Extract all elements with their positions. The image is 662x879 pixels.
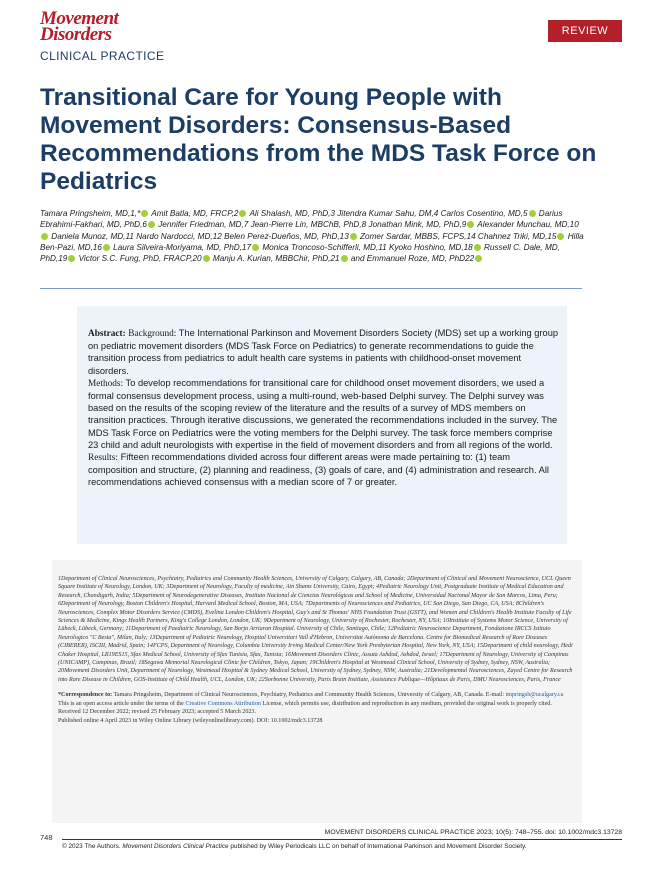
author[interactable]: Laura Silveira-Moriyama, MD, PhD,17 bbox=[113, 242, 252, 252]
orcid-icon[interactable] bbox=[203, 255, 210, 262]
author[interactable]: Belen Perez-Dueños, MD, PhD,13 bbox=[224, 231, 349, 241]
orcid-icon[interactable] bbox=[529, 210, 536, 217]
author-list bbox=[40, 208, 585, 264]
author[interactable]: Hilla Ben-Pazi, MD,16 bbox=[40, 231, 584, 252]
footer-citation: MOVEMENT DISORDERS CLINICAL PRACTICE 2023; 10(5): 748–755. doi: 10.1002/mdc3.13728 bbox=[324, 829, 622, 836]
results-text: Fifteen recommendations divided across four different areas were made pertaining to: (1) team composition and structure, (2) planning and readiness, (3) goals of care, and (4) administration and research. All recommendations achieved consensus with a median score of 7 or greater. bbox=[88, 452, 549, 488]
author[interactable]: Jitendra Kumar Sahu, DM,4 bbox=[337, 209, 439, 218]
author-conjunction: and bbox=[350, 254, 365, 264]
license-link[interactable]: Creative Commons Attribution bbox=[185, 700, 261, 707]
received-dates: Received 12 December 2022; revised 25 February 2023; accepted 5 March 2023. bbox=[58, 709, 256, 716]
correspondence-label: *Correspondence to: bbox=[58, 692, 113, 699]
results-label: Results: bbox=[88, 453, 118, 464]
author[interactable]: Alexander Munchau, MD,10 bbox=[477, 220, 579, 230]
author[interactable]: Nardo Nardocci, MD,12 bbox=[136, 231, 222, 241]
orcid-icon[interactable] bbox=[350, 233, 357, 240]
background-text: The International Parkinson and Movement Disorders Society (MDS) set up a working group on pediatric movement disorders (MDS Task Force on Pediatrics) to generate recommendations to guide the transition process from pediatrics to adult health care systems in patients with childhood-onset movement disorders. bbox=[88, 328, 559, 376]
logo-line-1: Movement bbox=[40, 8, 119, 29]
published-info: Published online 4 April 2023 in Wiley Online Library (wileyonlinelibrary.com). DOI: 10.1002/mdc3.13728 bbox=[58, 717, 323, 724]
journal-section: CLINICAL PRACTICE bbox=[40, 49, 165, 63]
author[interactable]: Ali Shalash, MD, PhD,3 bbox=[249, 209, 335, 218]
email-link[interactable]: tmpringsh@ucalgary.ca bbox=[505, 692, 564, 699]
abstract-label: Abstract: bbox=[88, 329, 126, 339]
abstract-methods bbox=[88, 377, 559, 451]
article-type-badge: REVIEW bbox=[548, 20, 622, 42]
author[interactable]: Victor S.C. Fung, PhD, FRACP,20 bbox=[78, 254, 202, 264]
author[interactable]: Emmanuel Roze, MD, PhD22 bbox=[366, 254, 475, 264]
author[interactable]: Russell C. Dale, MD, PhD,19 bbox=[40, 242, 560, 264]
orcid-icon[interactable] bbox=[103, 244, 110, 251]
page-number: 748 bbox=[40, 833, 53, 842]
copyright-line bbox=[62, 843, 527, 850]
copyright-pre: © 2023 The Authors. bbox=[62, 843, 121, 850]
journal-logo bbox=[40, 8, 119, 45]
orcid-icon[interactable] bbox=[252, 244, 259, 251]
affiliations-text: 1Department of Clinical Neurosciences, Psychiatry, Pediatrics and Community Health Sciences, University of Calgary, Calgary, AB, Canada; 2Department of Clinical and Movement Neuroscience, UCL Queen Square Institute of Neurology, London, UK; 3Department of Neurology, Faculty of medicine, Ain Shams University, Cairo, Egypt; 4Pediatric Neurology Unit, Postgraduate Institute of Medical Education and Research, Chandigarh, India; 5Department of Neurodegenerative Diseases, Instituto Nacional de Ciencias Neurológicas and School of Medicine, Universidad Nacional Mayor de San Marcos, Lima, Peru; 6Department of Neurology, Boston Children's Hospital, Harvard Medical School, Boston, MA, USA; 7Departments of Neurosciences and Pediatrics, UC San Diego, San Diego, CA, USA; 8Children's Neurosciences, Complex Motor Disorders Service (CMDS), Evelina London Children's Hospital, Guy's and St Thomas' NHS Foundation Trust (GSTT), and Women and Children's Health Institute Faculty of Life Sciences & Medicine, Kings Health Partners, King's College London, London, UK; 9Department of Neurology, University of Rochester, Rochester, NY, USA; 10Institute of Systems Motor Science, University of Lübeck, Lübeck, Germany; 11Department of Paediatric Neurology, San Borja Arriaran Hospital. University of Chile, Santiago, Chile; 12Pediatric Neuroscience Department, Fondazione IRCCS Istituto Neurologico "C Besta", Milan, Italy; 13Department of Pediatric Neurology, Hospital Universitari Vall d'Hebron, Universitat Autònoma de Barcelona. Centre for Biomedical Research of Rare Diseases (CIBERER), ISCIII, Madrid, Spain; 14FCPS, Department of Neurology, Columbia University Irving Medical Center/New York Presbyterian Hospital, New York, NY, USA; 15Department of child neurology, Hedi Chaker Hospital, LR19ES15, Sfax Medical School, University of Sfax Tunisia, Sfax, Tunisia; 16Movement Disorders Clinic, Assuta Ashdod, Ashdod, Israel; 17Department of Neurology, University of Campinas (UNICAMP), Campinas, Brazil; 18Segawa Memorial Neurological Clinic for Children, Tokyo, Japan; 19Children's Hospital at Westmead Clinical School, University of Sydney, Sydney, NSW, Australia; 20Movement Disorders Unit, Department of Neurology, Westmead Hospital & Sydney Medical School, University of Sydney, Sydney, NSW, Australia; 21Developmental Neurosciences, Zayed Centre for Research into Rare Disease in Children, GOS-Institute of Child Health, UCL, London, UK; 22Sorbonne University, Paris Brain Institute, Assistance Publique—Hôpitaux de Paris, DMU Neurosciences, Paris, France bbox=[58, 576, 573, 683]
background-label: Background: bbox=[128, 329, 177, 339]
author[interactable]: Jonathan Mink, MD, PhD,9 bbox=[368, 220, 467, 230]
orcid-icon[interactable] bbox=[475, 255, 482, 262]
methods-label: Methods: bbox=[88, 378, 124, 389]
abstract-results bbox=[88, 451, 559, 489]
methods-text: To develop recommendations for transitional care for childhood onset movement disorders, we used a formal consensus development process, using a multi-round, web-based Delphi survey. The Delphi survey was based on the results of the scoping review of the literature and the results of a survey of MDS members on transition practices. Through iterative discussions, we generated the recommendations included in the survey. The MDS Task Force on Pediatrics were the voting members for the Delphi survey. The task force members comprise 23 child and adult neurologists with expertise in the field of movement disorders and from all regions of the world. bbox=[88, 377, 558, 450]
orcid-icon[interactable] bbox=[41, 233, 48, 240]
footer-divider bbox=[62, 839, 622, 840]
orcid-icon[interactable] bbox=[474, 244, 481, 251]
header-divider bbox=[40, 288, 582, 289]
author[interactable]: Kyoko Hoshino, MD,18 bbox=[388, 242, 473, 252]
author[interactable]: Zomer Sardar, MBBS, FCPS,14 bbox=[360, 231, 476, 241]
logo-line-2: Disorders bbox=[40, 24, 112, 45]
license-text-pre: This is an open access article under the terms of the bbox=[58, 700, 184, 707]
author[interactable]: Manju A. Kurian, MBBChir, PhD,21 bbox=[212, 254, 340, 264]
author[interactable]: Daniela Munoz, MD,11 bbox=[51, 231, 134, 241]
orcid-icon[interactable] bbox=[68, 255, 75, 262]
author[interactable]: Tamara Pringsheim, MD,1,* bbox=[40, 209, 141, 218]
license-text-post: License, which permits use, distribution and reproduction in any medium, provided the original work is properly cited. bbox=[262, 700, 552, 707]
author[interactable]: Jennifer Friedman, MD,7 bbox=[158, 220, 249, 230]
correspondence bbox=[58, 691, 574, 699]
abstract-box bbox=[77, 306, 567, 544]
author[interactable]: Jean-Pierre Lin, MBChB, PhD,8 bbox=[250, 220, 367, 230]
orcid-icon[interactable] bbox=[141, 210, 148, 217]
orcid-icon[interactable] bbox=[148, 221, 155, 228]
affiliations-box bbox=[52, 560, 582, 823]
author[interactable]: Monica Troncoso-Schifferli, MD,11 bbox=[262, 242, 387, 252]
article-title: Transitional Care for Young People with Movement Disorders: Consensus-Based Recommendations from the MDS Task Force on Pediatrics bbox=[40, 84, 597, 195]
abstract-background bbox=[88, 327, 559, 377]
correspondence-text: Tamara Pringsheim, Department of Clinical Neurosciences, Psychiatry, Pediatrics and Community Health Sciences, University of Calgary, AB, Canada. E-mail: bbox=[113, 692, 505, 699]
orcid-icon[interactable] bbox=[557, 233, 564, 240]
license-statement bbox=[58, 700, 574, 708]
orcid-icon[interactable] bbox=[341, 255, 348, 262]
author[interactable]: Chahnez Triki, MD,15 bbox=[477, 231, 557, 241]
author[interactable]: Darius Ebrahimi-Fakhari, MD, PhD,6 bbox=[40, 209, 563, 230]
author[interactable]: Carlos Cosentino, MD,5 bbox=[440, 209, 528, 218]
copyright-post: published by Wiley Periodicals LLC on behalf of International Parkinson and Movement Disorder Society. bbox=[230, 843, 527, 850]
copyright-journal: Movement Disorders Clinical Practice bbox=[122, 843, 229, 850]
orcid-icon[interactable] bbox=[467, 221, 474, 228]
orcid-icon[interactable] bbox=[239, 210, 246, 217]
author[interactable]: Amit Batla, MD, FRCP,2 bbox=[151, 209, 239, 218]
